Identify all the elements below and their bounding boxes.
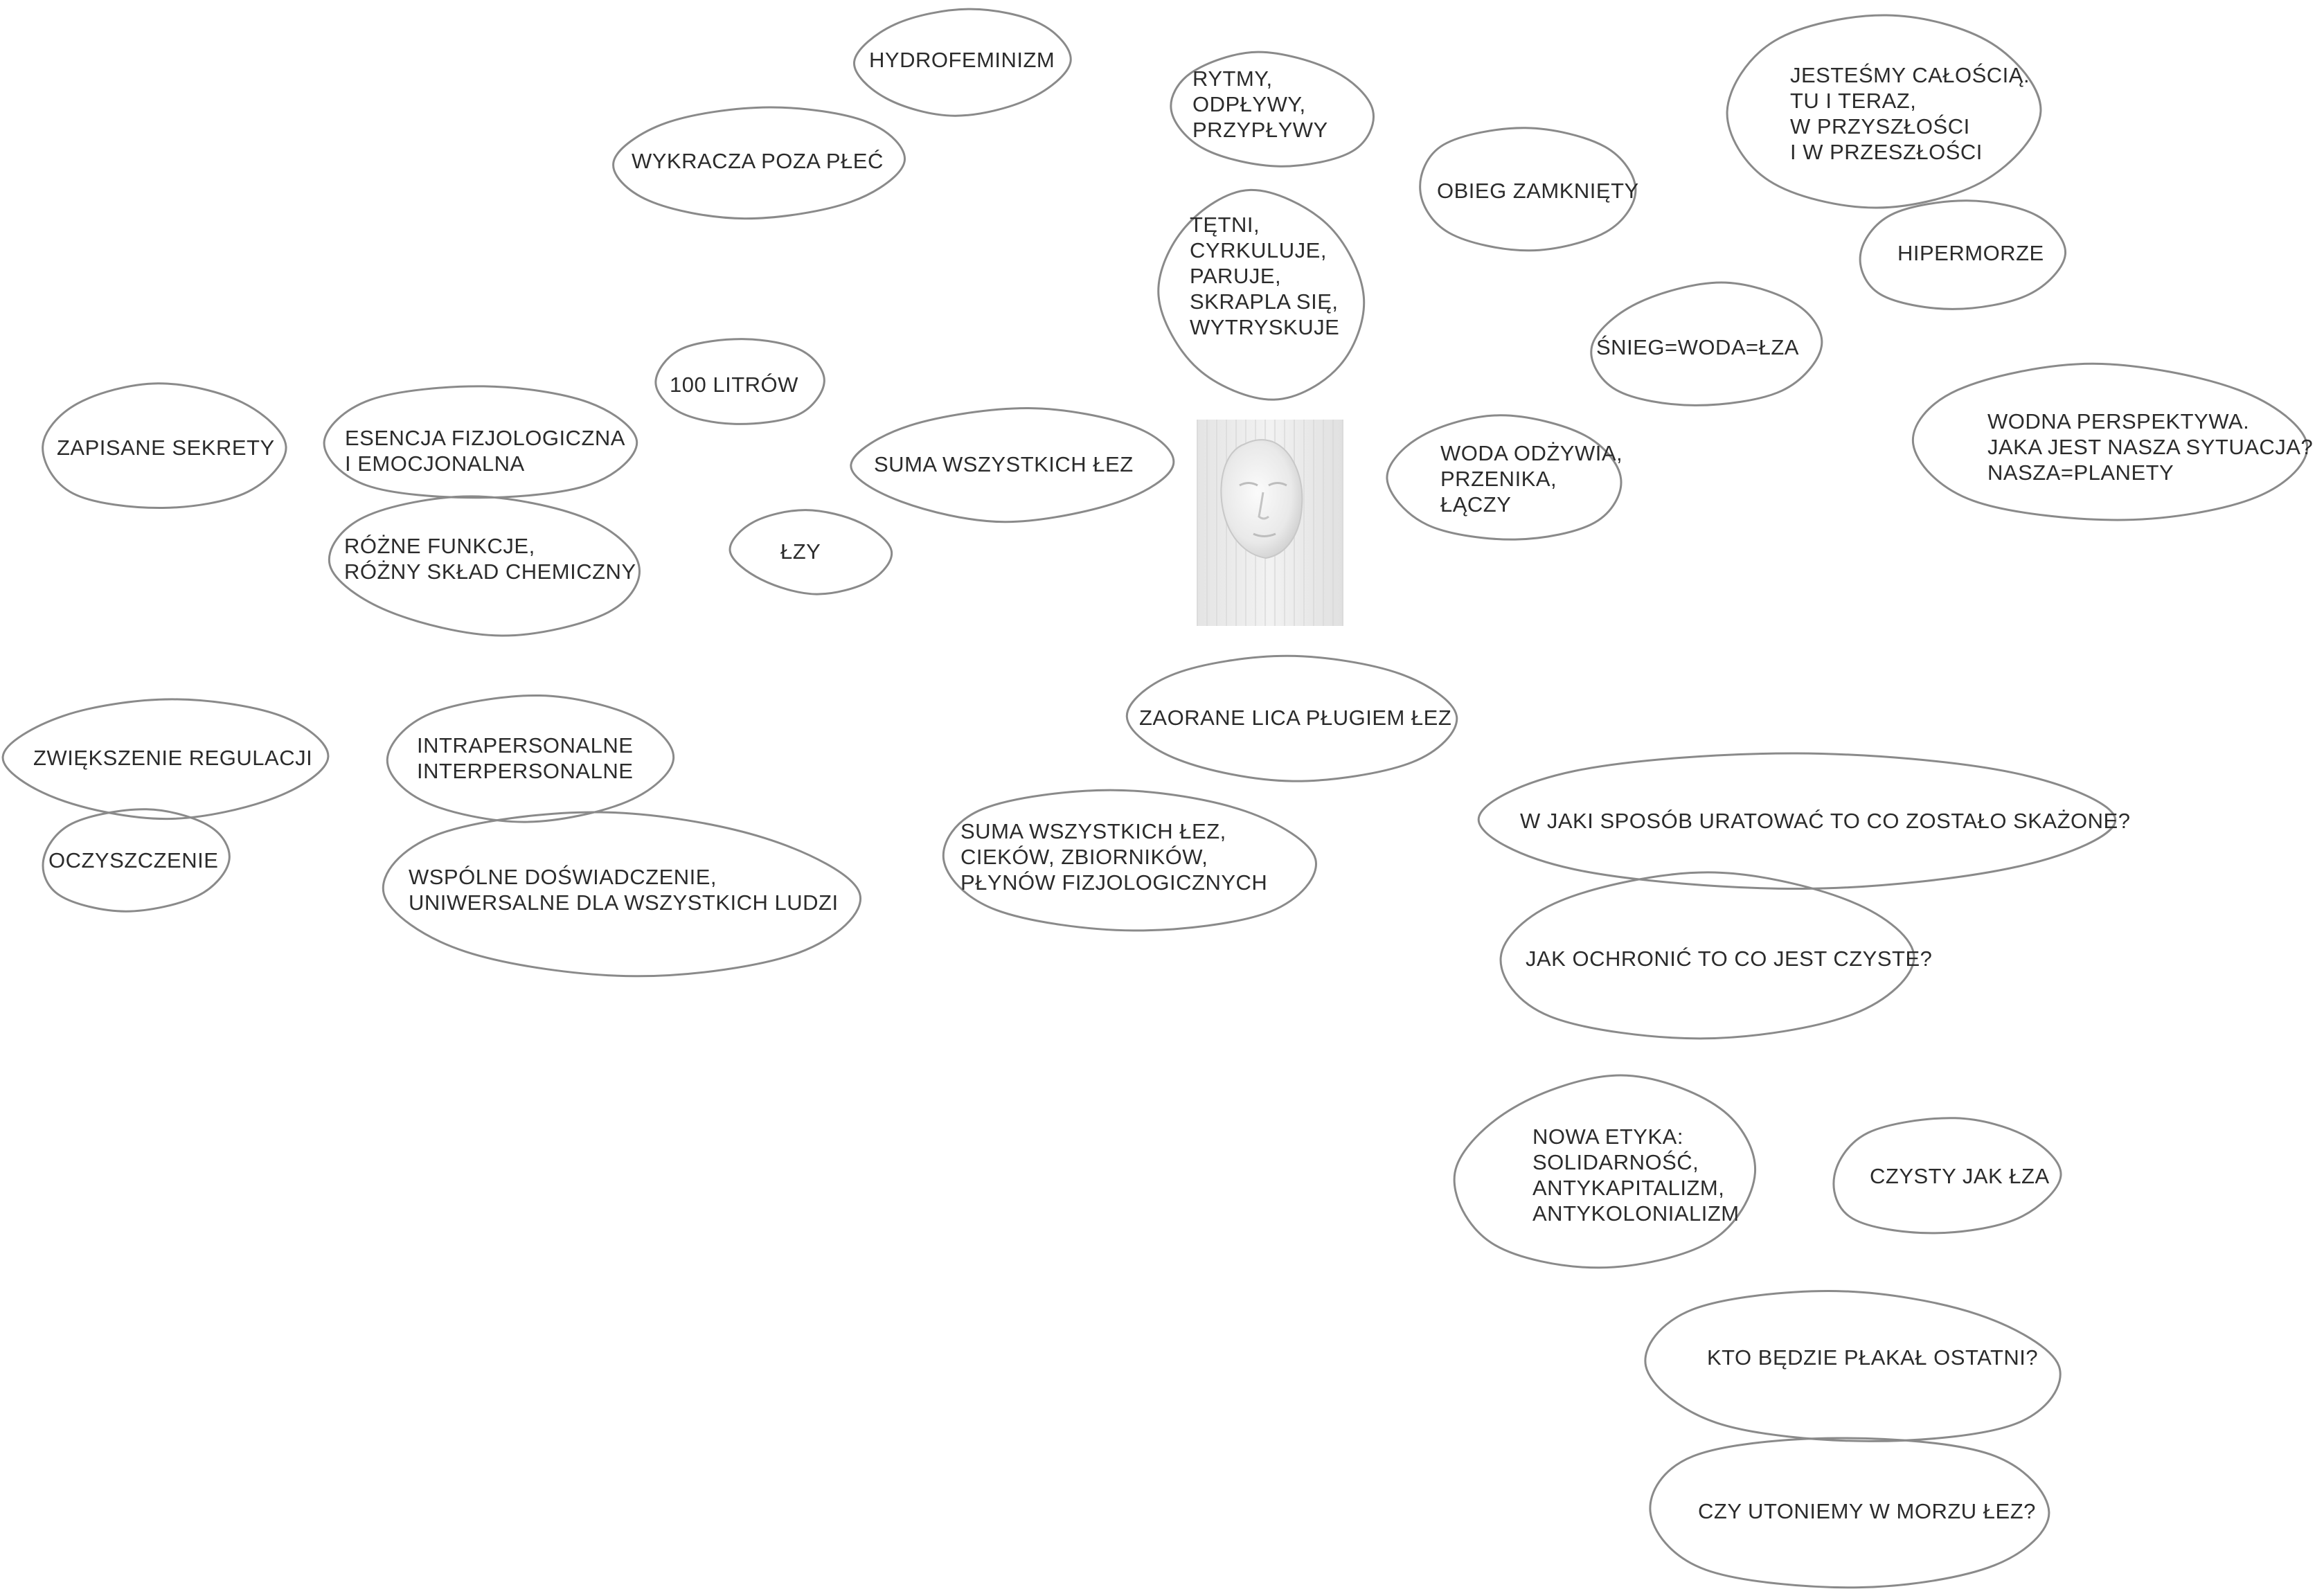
bubble-text-line: HIPERMORZE (1897, 241, 2044, 265)
bubble-text-line: OCZYSZCZENIE (48, 848, 219, 872)
bubble-text-line: CZYSTY JAK ŁZA (1870, 1164, 2050, 1188)
bubble-label-czysty (1870, 1163, 2050, 1189)
bubble-text-line: TU I TERAZ, (1790, 89, 1917, 113)
bubble-label-jak (1526, 946, 1932, 971)
bubble-label-tetni (1190, 212, 1339, 340)
bubble-text-line: I EMOCJONALNA (345, 451, 525, 476)
bubble-text-line: WODA ODŻYWIA, (1440, 441, 1623, 465)
bubble-text-line: ANTYKAPITALIZM, (1532, 1176, 1725, 1200)
bubble-label-lzy (780, 539, 821, 564)
bubble-text-line: HYDROFEMINIZM (869, 48, 1055, 72)
bubble-text-line: CYRKULUJE, (1190, 238, 1327, 262)
bubble-label-czy (1698, 1498, 2036, 1524)
bubble-text-line: TĘTNI, (1190, 213, 1260, 237)
bubble-label-hydrofeminizm (869, 47, 1055, 73)
bubble-text-line: ESENCJA FIZJOLOGICZNA (345, 426, 625, 450)
bubble-text-line: PŁYNÓW FIZJOLOGICZNYCH (960, 870, 1268, 895)
bubble-label-rytmy (1192, 66, 1328, 143)
bubble-text-line: WYTRYSKUJE (1190, 315, 1340, 339)
bubble-text-line: CIEKÓW, ZBIORNIKÓW, (960, 845, 1208, 869)
bubble-text-line: RÓŻNY SKŁAD CHEMICZNY (344, 559, 636, 584)
bubble-text-line: WSPÓLNE DOŚWIADCZENIE, (409, 865, 717, 889)
bubble-label-snieg (1596, 334, 1799, 360)
bubble-label-wykracza (632, 148, 884, 174)
bubble-text-line: WYKRACZA POZA PŁEĆ (632, 149, 884, 173)
bubble-text-line: JAK OCHRONIĆ TO CO JEST CZYSTE? (1526, 947, 1933, 971)
bubble-text-line: W PRZYSZŁOŚCI (1790, 114, 1970, 138)
bubble-text-line: KTO BĘDZIE PŁAKAŁ OSTATNI? (1707, 1345, 2039, 1370)
bubble-text-line: WODNA PERSPEKTYWA. (1987, 409, 2250, 433)
bubble-text-line: ANTYKOLONIALIZM (1532, 1201, 1740, 1226)
bubble-text-line: W JAKI SPOSÓB URATOWAĆ TO CO ZOSTAŁO SKAŻONE? (1520, 809, 2131, 833)
bubble-text-line: I W PRZESZŁOŚCI (1790, 140, 1983, 164)
bubble-text-line: JESTEŚMY CAŁOŚCIĄ. (1790, 63, 2030, 87)
bubble-text-line: ODPŁYWY, (1192, 92, 1306, 116)
bubble-label-rozne (344, 533, 636, 584)
bubble-text-line: ŁZY (780, 539, 821, 564)
bubble-text-line: 100 LITRÓW (670, 373, 798, 397)
bubble-label-kto (1707, 1345, 2038, 1370)
bubble-text-line: ZAPISANE SEKRETY (57, 436, 275, 460)
bubble-label-wjaki (1520, 808, 2130, 834)
bubble-text-line: RÓŻNE FUNKCJE, (344, 534, 535, 558)
bubble-text-line: ZWIĘKSZENIE REGULACJI (33, 746, 313, 770)
bubble-text-line: CZY UTONIEMY W MORZU ŁEZ? (1698, 1499, 2036, 1523)
bubble-text-line: UNIWERSALNE DLA WSZYSTKICH LUDZI (409, 890, 839, 915)
bubble-label-zwiekszenie (33, 745, 312, 771)
bubble-label-suma1 (874, 451, 1134, 477)
bubble-label-esencja (345, 425, 625, 476)
bubble-label-wodna (1987, 409, 2313, 485)
bubble-text-line: SOLIDARNOŚĆ, (1532, 1150, 1699, 1174)
bubble-text-line: PRZENIKA, (1440, 467, 1557, 491)
bubble-text-line: JAKA JEST NASZA SYTUACJA? (1987, 435, 2314, 459)
bubble-label-obieg (1437, 178, 1639, 204)
bubble-text-line: NASZA=PLANETY (1987, 460, 2174, 485)
bubble-text-line: INTRAPERSONALNE (417, 733, 634, 757)
bubble-text-line: ŁĄCZY (1440, 492, 1512, 517)
bubble-text-line: RYTMY, (1192, 66, 1273, 91)
bubble-label-hipermorze (1897, 240, 2044, 266)
bubble-label-intra (417, 733, 633, 784)
bubble-label-woda (1440, 440, 1623, 517)
bubble-text-line: SUMA WSZYSTKICH ŁEZ (874, 452, 1134, 476)
bubble-text-line: ZAORANE LICA PŁUGIEM ŁEZ (1139, 706, 1452, 730)
bubble-text-line: INTERPERSONALNE (417, 759, 634, 783)
bubble-label-suma2 (960, 818, 1267, 895)
bubble-label-nowa (1532, 1124, 1740, 1226)
bubble-label-wspolne (409, 864, 839, 915)
bubble-label-100litrow (670, 372, 798, 397)
bubble-label-zapisane (57, 435, 275, 460)
bubble-text-line: ŚNIEG=WODA=ŁZA (1596, 335, 1799, 359)
bubble-text-line: OBIEG ZAMKNIĘTY (1437, 179, 1639, 203)
bubble-text-line: PARUJE, (1190, 264, 1282, 288)
bubble-text-line: SKRAPLA SIĘ, (1190, 289, 1339, 314)
bubble-text-line: NOWA ETYKA: (1532, 1124, 1683, 1149)
face-mask-photo-icon (1197, 420, 1343, 626)
bubble-label-jestesmy (1790, 62, 2030, 165)
bubble-label-oczyszczenie (48, 848, 218, 873)
bubble-text-line: PRZYPŁYWY (1192, 118, 1328, 142)
bubble-text-line: SUMA WSZYSTKICH ŁEZ, (960, 819, 1226, 843)
bubble-label-zaorane (1139, 705, 1451, 730)
